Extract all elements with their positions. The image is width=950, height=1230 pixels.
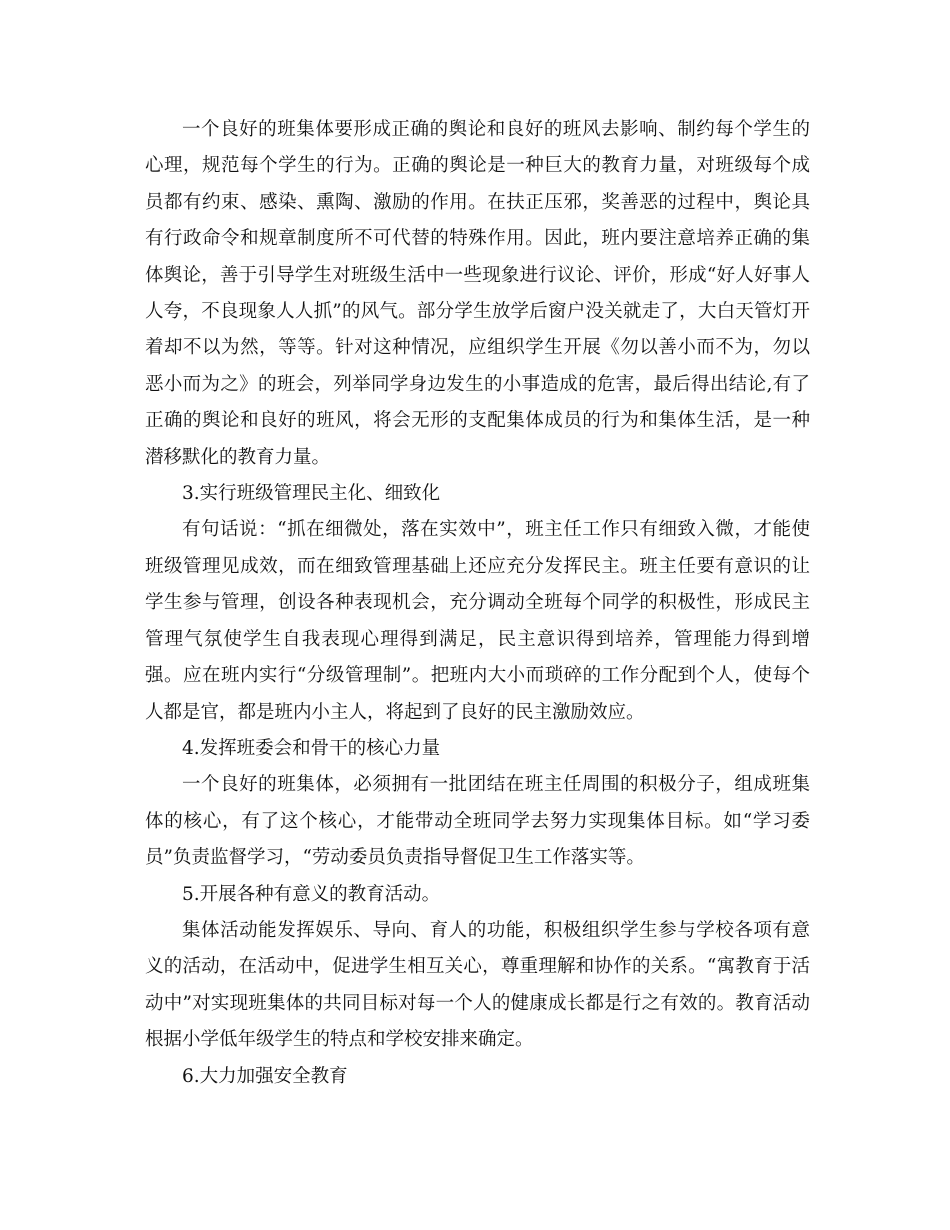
paragraph-democratic-management: 有句话说：“抓在细微处，落在实效中”，班主任工作只有细致入微，才能使班级管理见成效，而在细致管理基础上还应充分发挥民主。班主任要有意识的让学生参与管理，创设各种表现机会，充分调动全班每个同学的积极性，形成民主管理气氛使学生自我表现心理得到满足，民主意识得到培养，管理能力得到增强。应在班内实行“分级管理制”。把班内大小而琐碎的工作分配到个人，使每个人都是官，都是班内小主人，将起到了良好的民主激励效应。 [145, 519, 810, 723]
paragraph-educational-activities: 集体活动能发挥娱乐、导向、育人的功能，积极组织学生参与学校各项有意义的活动，在活动中，促进学生相互关心，尊重理解和协作的关系。“寓教育于活动中”对实现班集体的共同目标对每一个人的健康成长都是行之有效的。教育活动根据小学低年级学生的特点和学校安排来确定。 [145, 919, 810, 1051]
section-heading-3: 3.实行班级管理民主化、细致化 [182, 483, 441, 505]
paragraph-class-committee: 一个良好的班集体，必须拥有一批团结在班主任周围的积极分子，组成班集体的核心，有了这个核心，才能带动全班同学去努力实现集体目标。如“学习委员”负责监督学习，“劳动委员负责指导督促卫生工作落实等。 [145, 774, 810, 869]
section-heading-6: 6.大力加强安全教育 [182, 1065, 348, 1087]
section-heading-5: 5.开展各种有意义的教育活动。 [182, 883, 441, 905]
document-body [145, 112, 810, 1095]
section-heading-4: 4.发挥班委会和骨干的核心力量 [182, 737, 441, 759]
paragraph-class-opinion: 一个良好的班集体要形成正确的舆论和良好的班风去影响、制约每个学生的心理，规范每个学生的行为。正确的舆论是一种巨大的教育力量，对班级每个成员都有约束、感染、熏陶、激励的作用。在扶正压邪，奖善恶的过程中，舆论具有行政命令和规章制度所不可代替的特殊作用。因此，班内要注意培养正确的集体舆论，善于引导学生对班级生活中一些现象进行议论、评价，形成“好人好事人人夸，不良现象人人抓”的风气。部分学生放学后窗户没关就走了，大白天管灯开着却不以为然，等等。针对这种情况，应组织学生开展《勿以善小而不为，勿以恶小而为之》的班会，列举同学身边发生的小事造成的危害，最后得出结论,有了正确的舆论和良好的班风，将会无形的支配集体成员的行为和集体生活，是一种潜移默化的教育力量。 [145, 119, 810, 468]
